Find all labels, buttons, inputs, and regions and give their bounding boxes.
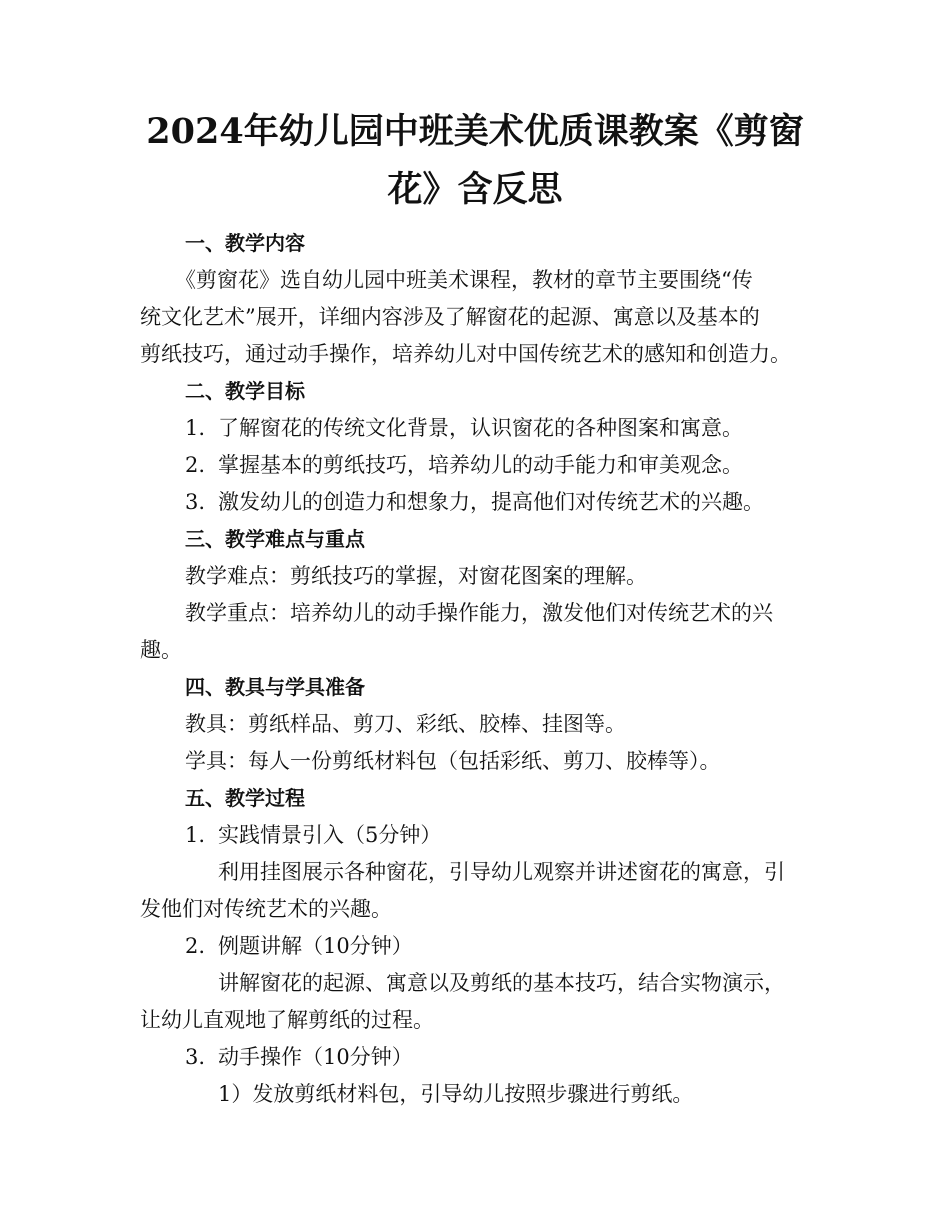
paragraph-line: 教学重点：培养幼儿的动手操作能力，激发他们对传统艺术的兴	[185, 601, 773, 625]
step-title-text: 例题讲解（10分钟）	[218, 934, 413, 958]
section-heading-content: 一、教学内容	[185, 231, 305, 255]
step-title	[185, 820, 441, 850]
paragraph-line: 发他们对传统艺术的兴趣。	[140, 897, 392, 921]
step-title-text: 实践情景引入（5分钟）	[218, 823, 442, 847]
paragraph-line: 剪纸技巧，通过动手操作，培养幼儿对中国传统艺术的感知和创造力。	[140, 342, 791, 366]
paragraph-line: 让幼儿直观地了解剪纸的过程。	[140, 1008, 434, 1032]
list-item	[185, 450, 743, 480]
paragraph-line: 教学难点：剪纸技巧的掌握，对窗花图案的理解。	[185, 564, 647, 588]
paragraph-line: 讲解窗花的起源、寓意以及剪纸的基本技巧，结合实物演示，	[218, 971, 785, 995]
paragraph-line: 趣。	[140, 638, 182, 662]
paragraph-line: 学具：每人一份剪纸材料包（包括彩纸、剪刀、胶棒等）。	[185, 749, 721, 773]
document-title-line-1: 2024年幼儿园中班美术优质课教案《剪窗	[146, 111, 804, 152]
paragraph-line: 《剪窗花》选自幼儿园中班美术课程，教材的章节主要围绕“传	[175, 268, 753, 292]
list-item-text: 掌握基本的剪纸技巧，培养幼儿的动手能力和审美观念。	[218, 453, 743, 477]
section-heading-difficulties: 三、教学难点与重点	[185, 527, 365, 551]
list-item	[185, 413, 743, 443]
section-heading-process: 五、教学过程	[185, 786, 305, 810]
list-item	[185, 487, 764, 517]
document-title-line-2: 花》含反思	[387, 169, 563, 210]
step-title-text: 动手操作（10分钟）	[218, 1045, 413, 1069]
step-title	[185, 931, 413, 961]
list-item-text: 激发幼儿的创造力和想象力，提高他们对传统艺术的兴趣。	[218, 490, 764, 514]
step-number: 2.	[185, 934, 206, 958]
section-heading-goals: 二、教学目标	[185, 379, 305, 403]
list-item-number: 1.	[185, 416, 206, 440]
list-item-number: 3.	[185, 490, 206, 514]
step-number: 1.	[185, 823, 206, 847]
paragraph-line: 利用挂图展示各种窗花，引导幼儿观察并讲述窗花的寓意，引	[218, 860, 785, 884]
list-item-text: 了解窗花的传统文化背景，认识窗花的各种图案和寓意。	[218, 416, 743, 440]
paragraph-line: 教具：剪纸样品、剪刀、彩纸、胶棒、挂图等。	[185, 712, 626, 736]
section-heading-materials: 四、教具与学具准备	[185, 675, 365, 699]
paragraph-line: 统文化艺术”展开，详细内容涉及了解窗花的起源、寓意以及基本的	[140, 305, 760, 329]
list-item-number: 2.	[185, 453, 206, 477]
sub-step-line: 1）发放剪纸材料包，引导幼儿按照步骤进行剪纸。	[218, 1082, 694, 1106]
step-title	[185, 1042, 413, 1072]
step-number: 3.	[185, 1045, 206, 1069]
